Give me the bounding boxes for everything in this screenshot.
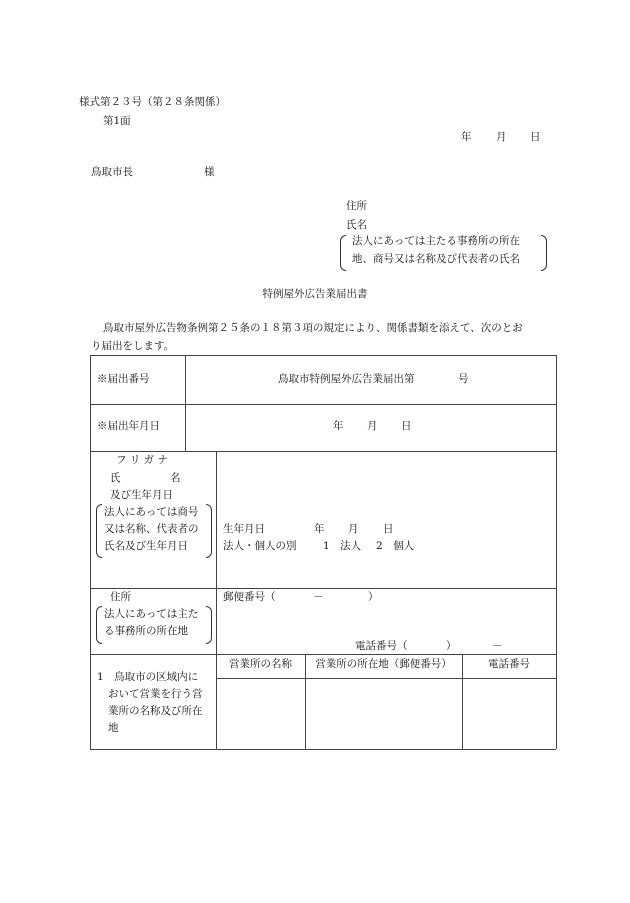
- applicant-address-label: 住所: [346, 200, 367, 212]
- name-note-bracket-left: [96, 504, 102, 558]
- postal-code-label: 郵便番号（: [223, 591, 276, 603]
- office-col-name: 営業所の名称: [229, 658, 292, 670]
- intro-line2: り届出をします。: [91, 340, 175, 352]
- name-note-line2: 又は名称、代表者の: [104, 523, 199, 535]
- table-border-bottom: [90, 749, 556, 750]
- name-label-birth: 及び生年月日: [110, 489, 173, 501]
- date-day: 日: [530, 131, 541, 143]
- name-label-mei: 名: [170, 472, 181, 484]
- addressee-honorific: 様: [204, 166, 215, 178]
- table-border-left: [90, 355, 91, 749]
- reg-date-label: ※届出年月日: [97, 420, 160, 432]
- office-label-line1: 1 鳥取市の区域内に: [97, 671, 199, 683]
- postal-code-close: ）: [368, 591, 379, 603]
- birth-year: 年: [314, 523, 325, 535]
- applicant-note-line2: 地、商号又は名称及び代表者の氏名: [352, 253, 520, 265]
- phone-label: 電話番号（: [355, 640, 408, 652]
- reg-number-suffix: 号: [458, 373, 469, 385]
- reg-date-month: 月: [367, 420, 378, 432]
- reg-number-value: 鳥取市特例屋外広告業届出第: [278, 373, 415, 385]
- name-note-line1: 法人にあっては商号: [104, 506, 199, 518]
- entity-option-corporation: 1 法人: [323, 540, 362, 552]
- address-note-line2: る事務所の所在地: [104, 625, 188, 637]
- date-month: 月: [496, 131, 507, 143]
- table-border-right: [556, 355, 557, 749]
- applicant-note-line1: 法人にあっては主たる事務所の所在: [352, 235, 520, 247]
- table-border-top: [90, 355, 556, 356]
- postal-code-dash: －: [313, 591, 324, 603]
- table-row-divider: [90, 654, 556, 655]
- name-note-line3: 氏名及び生年月日: [104, 540, 188, 552]
- office-col-address: 営業所の所在地（郵便番号）: [315, 658, 452, 670]
- name-note-bracket-right: [206, 504, 212, 558]
- name-label-furigana: フ リ ガ ナ: [116, 454, 169, 466]
- entity-option-individual: 2 個人: [376, 540, 415, 552]
- intro-line1: 鳥取市屋外広告物条例第２５条の１８第３項の規定により、関係書類を添えて、次のとお: [103, 322, 523, 334]
- date-year: 年: [461, 131, 472, 143]
- office-col-phone: 電話番号: [488, 658, 530, 670]
- phone-dash: －: [492, 640, 503, 652]
- birth-day: 日: [383, 523, 394, 535]
- entity-type-label: 法人・個人の別: [223, 540, 297, 552]
- table-row-divider: [90, 588, 556, 589]
- office-label-line4: 地: [108, 722, 119, 734]
- address-note-line1: 法人にあっては主た: [104, 608, 199, 620]
- applicant-note-bracket-left: [340, 235, 346, 271]
- office-label-line3: 業所の名称及び所在: [108, 705, 203, 717]
- table-col-divider: [216, 451, 217, 749]
- reg-number-label: ※届出番号: [97, 373, 150, 385]
- reg-date-year: 年: [333, 420, 344, 432]
- page-label: 第1面: [103, 115, 131, 127]
- reg-date-day: 日: [401, 420, 412, 432]
- address-note-bracket-right: [206, 606, 212, 644]
- address-note-bracket-left: [96, 606, 102, 644]
- phone-close: ）: [446, 640, 457, 652]
- form-number: 様式第２３号（第２８条関係）: [79, 96, 226, 108]
- office-header-divider: [216, 678, 556, 679]
- applicant-note-bracket-right: [541, 235, 547, 271]
- birth-date-label: 生年月日: [223, 523, 265, 535]
- table-col-divider: [185, 355, 186, 451]
- table-row-divider: [90, 451, 556, 452]
- applicant-name-label: 氏名: [346, 219, 367, 231]
- birth-month: 月: [348, 523, 359, 535]
- table-row-divider: [90, 404, 556, 405]
- name-label-shi: 氏: [110, 472, 121, 484]
- office-label-line2: おいて営業を行う営: [108, 688, 203, 700]
- addressee-label: 鳥取市長: [91, 166, 133, 178]
- address-label: 住所: [110, 591, 131, 603]
- document-title: 特例屋外広告業届出書: [262, 288, 368, 300]
